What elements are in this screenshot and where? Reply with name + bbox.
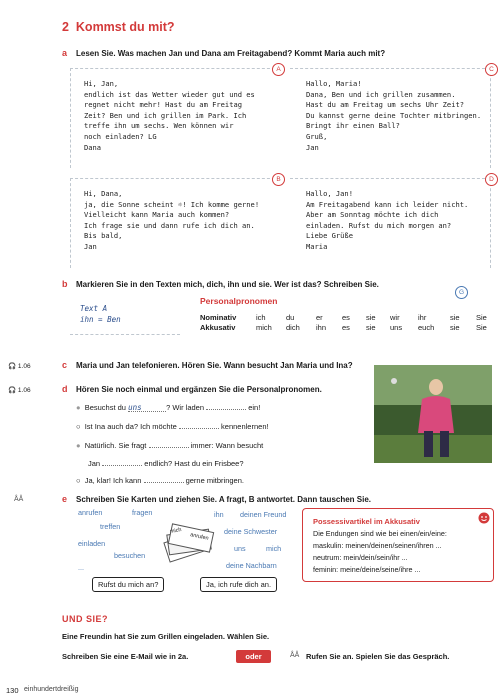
- task-c-instruction: Maria und Jan telefonieren. Hören Sie. Wann besucht Jan Maria und Ina?: [76, 361, 353, 370]
- word-card: einladen: [78, 539, 106, 548]
- note-d-label: D: [485, 173, 498, 186]
- card-label: mich: [169, 527, 183, 535]
- handwritten-answer: Text A ihn = Ben: [80, 304, 121, 324]
- possessive-box: Possessivartikel im Akkusativ Die Endungen sind wie bei einen/ein/eine: maskulin: meinen/deinen/seinen/ihren ... neutrum: mein/dein/sein/ihr ... feminin: meine/deine/seine/ihre ...: [302, 508, 494, 582]
- table-row: Akkusativ mich dich ihn es sie uns euch sie Sie: [200, 322, 487, 332]
- audio-icon-c: 🎧 1.06: [8, 363, 31, 370]
- word-card: deinen Freund: [240, 510, 287, 519]
- word-card: deine Schwester: [224, 527, 278, 536]
- note-a-label: A: [272, 63, 285, 76]
- note-b-label: B: [272, 173, 285, 186]
- gap-line-4: Jan endlich? Hast du ein Frisbee?: [88, 459, 244, 468]
- word-card: treffen: [100, 522, 121, 531]
- note-c: Hallo, Maria! Dana, Ben und ich grillen zusammen. Hast du am Freitag um sechs Uhr Zeit? Du kannst gerne deine Tochter mitbringen. Bringt ihr einen Ball? Gruß, Jan: [306, 79, 482, 152]
- task-c-marker: c: [62, 360, 68, 370]
- task-a-marker: a: [62, 48, 68, 58]
- gap-input[interactable]: [144, 474, 184, 483]
- pronoun-table: [200, 312, 492, 332]
- word-card: ihn: [214, 510, 224, 519]
- word-card: deine Nachbarn: [226, 561, 277, 570]
- task-d-marker: d: [62, 384, 68, 394]
- smiley-icon: [478, 512, 490, 524]
- word-card: besuchen: [114, 551, 146, 560]
- und-sie-line2: Schreiben Sie eine E-Mail wie in 2a.: [62, 652, 189, 661]
- partner-icon: ÅÅ: [14, 496, 24, 503]
- gap-line-5: ○ Ja, klar! Ich kann gerne mitbringen.: [76, 476, 244, 485]
- word-card: ...: [78, 563, 84, 572]
- note-c-label: C: [485, 63, 498, 76]
- task-b-instruction: Markieren Sie in den Texten mich, dich, ihn und sie. Wer ist das? Schreiben Sie.: [76, 280, 379, 289]
- exercise-title: 2 Kommst du mit?: [62, 20, 175, 34]
- note-a: Hi, Jan, endlich ist das Wetter wieder gut und es regnet nicht mehr! Hast du am Freitag Zeit? Ben und ich grillen im Park. Ich treffe ihn um sechs. Wen können wir noch einladen? LG Dana: [84, 79, 255, 152]
- task-b-marker: b: [62, 279, 68, 289]
- note-d: Hallo, Jan! Am Freitagabend kann ich leider nicht. Aber am Sonntag möchte ich dich einladen. Rufst du mich morgen an? Liebe Grüße Maria: [306, 189, 469, 251]
- gap-line-3: ● Natürlich. Sie fragt immer: Wann besucht: [76, 441, 264, 450]
- und-sie-line3: Rufen Sie an. Spielen Sie das Gespräch.: [306, 652, 450, 661]
- table-row: Nominativ ich du er es sie wir ihr sie Sie: [200, 312, 487, 322]
- note-b: Hi, Dana, ja, die Sonne scheint ☼! Ich komme gerne! Vielleicht kann Maria auch kommen? Ich frage sie und dann rufe ich dich an. Bis bald, Jan: [84, 189, 260, 251]
- word-card: uns: [234, 544, 246, 553]
- gap-line-1: ● Besuchst du uns ? Wir laden ein!: [76, 403, 261, 412]
- speech-bubble-a: Rufst du mich an?: [92, 577, 164, 592]
- gap-input[interactable]: [179, 420, 219, 429]
- task-d-instruction: Hören Sie noch einmal und ergänzen Sie die Personalpronomen.: [76, 385, 322, 394]
- page-number-text: einhundertdreißig: [24, 686, 79, 693]
- task-e-marker: e: [62, 494, 68, 504]
- word-card: anrufen: [78, 508, 103, 517]
- card-label: anrufen: [189, 532, 210, 542]
- oder-label: oder: [236, 650, 271, 663]
- gap-line-2: ○ Ist Ina auch da? Ich möchte kennenlernen!: [76, 422, 269, 431]
- word-card: mich: [266, 544, 282, 553]
- pronoun-table-title: Personalpronomen: [200, 296, 278, 306]
- gap-input[interactable]: [149, 439, 189, 448]
- gap-input[interactable]: [206, 401, 246, 410]
- photo-frisbee: [374, 365, 492, 463]
- page-number: 130: [6, 686, 19, 695]
- partner-icon: ÅÅ: [290, 652, 300, 659]
- und-sie-line1: Eine Freundin hat Sie zum Grillen eingeladen. Wählen Sie.: [62, 632, 270, 641]
- grammar-icon: G: [455, 286, 468, 299]
- task-e-instruction: Schreiben Sie Karten und ziehen Sie. A fragt, B antwortet. Dann tauschen Sie.: [76, 495, 372, 504]
- und-sie-title: UND SIE?: [62, 614, 109, 624]
- gap-answer[interactable]: uns: [128, 403, 166, 412]
- speech-bubble-b: Ja, ich rufe dich an.: [200, 577, 277, 592]
- audio-icon-d: 🎧 1.06: [8, 387, 31, 394]
- word-card: fragen: [132, 508, 153, 517]
- gap-input[interactable]: [102, 457, 142, 466]
- task-a-instruction: Lesen Sie. Was machen Jan und Dana am Freitagabend? Kommt Maria auch mit?: [76, 49, 386, 58]
